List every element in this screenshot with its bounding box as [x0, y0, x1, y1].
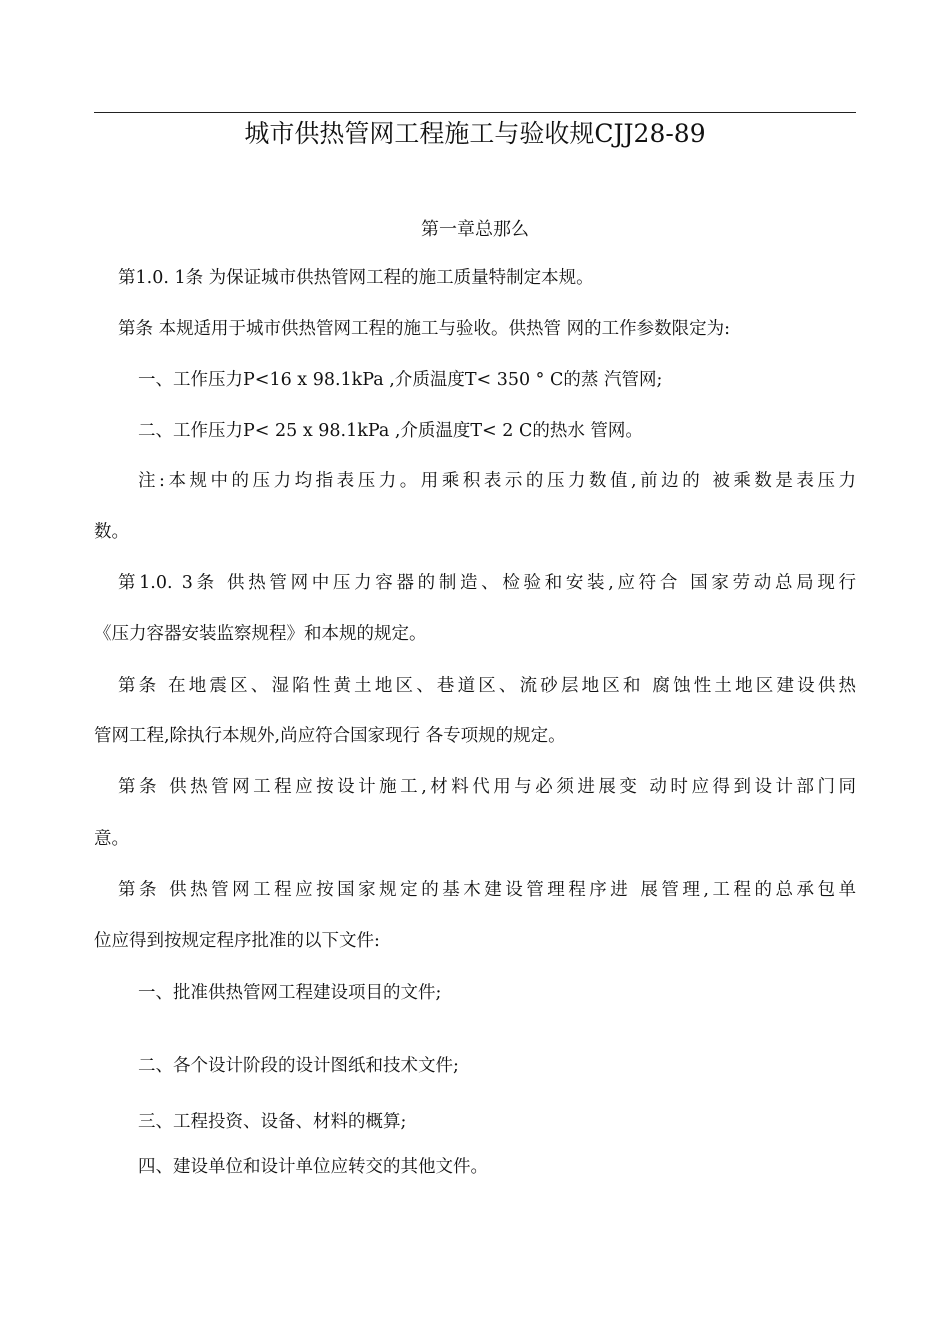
article-1-0-3-line-2: 《压力容器安装监察规程》和本规的规定。	[94, 624, 427, 644]
article-1-0-1: 第1.0. 1条 为保证城市供热管网工程的施工质量特制定本规。	[118, 268, 594, 288]
article-1-0-6-item-1: 一、批准供热管网工程建设项目的文件;	[138, 983, 442, 1003]
article-1-0-6-item-4: 四、建设单位和设计单位应转交的其他文件。	[138, 1157, 488, 1177]
article-1-0-4-line-2: 管网工程,除执行本规外,尚应符合国家现行 各专项规的规定。	[94, 726, 566, 746]
article-1-0-6-item-2: 二、各个设计阶段的设计图纸和技术文件;	[138, 1056, 459, 1076]
note-line-1: 注:本规中的压力均指表压力。用乘积表示的压力数值,前边的 被乘数是表压力	[138, 471, 856, 491]
article-1-0-2-item-1: 一、工作压力P<16 x 98.1kPa ,介质温度T< 350 ° C的蒸 汽管网;	[138, 370, 663, 390]
article-1-0-6-item-3: 三、工程投资、设备、材料的概算;	[138, 1112, 407, 1132]
note-line-2: 数。	[94, 522, 129, 542]
article-1-0-3-line-1: 第1.0. 3条 供热管网中压力容器的制造、检验和安装,应符合 国家劳动总局现行	[118, 573, 856, 593]
article-1-0-2-item-2: 二、工作压力P< 25 x 98.1kPa ,介质温度T< 2 C的热水 管网。	[138, 421, 643, 441]
chapter-heading: 第一章总那么	[421, 219, 529, 240]
article-1-0-5-line-2: 意。	[94, 829, 129, 849]
article-1-0-6-line-1: 第条 供热管网工程应按国家规定的基木建设管理程序进 展管理,工程的总承包单	[118, 880, 856, 900]
article-1-0-5-line-1: 第条 供热管网工程应按设计施工,材料代用与必须进展变 动时应得到设计部门同	[118, 777, 856, 797]
header-rule	[94, 112, 856, 113]
article-1-0-2: 第条 本规适用于城市供热管网工程的施工与验收。供热管 网的工作参数限定为:	[118, 319, 731, 339]
document-title: 城市供热管网工程施工与验收规CJJ28-89	[244, 119, 706, 148]
article-1-0-6-line-2: 位应得到按规定程序批准的以下文件:	[94, 931, 380, 951]
article-1-0-4-line-1: 第条 在地震区、湿陷性黄土地区、巷道区、流砂层地区和 腐蚀性土地区建设供热	[118, 676, 856, 696]
